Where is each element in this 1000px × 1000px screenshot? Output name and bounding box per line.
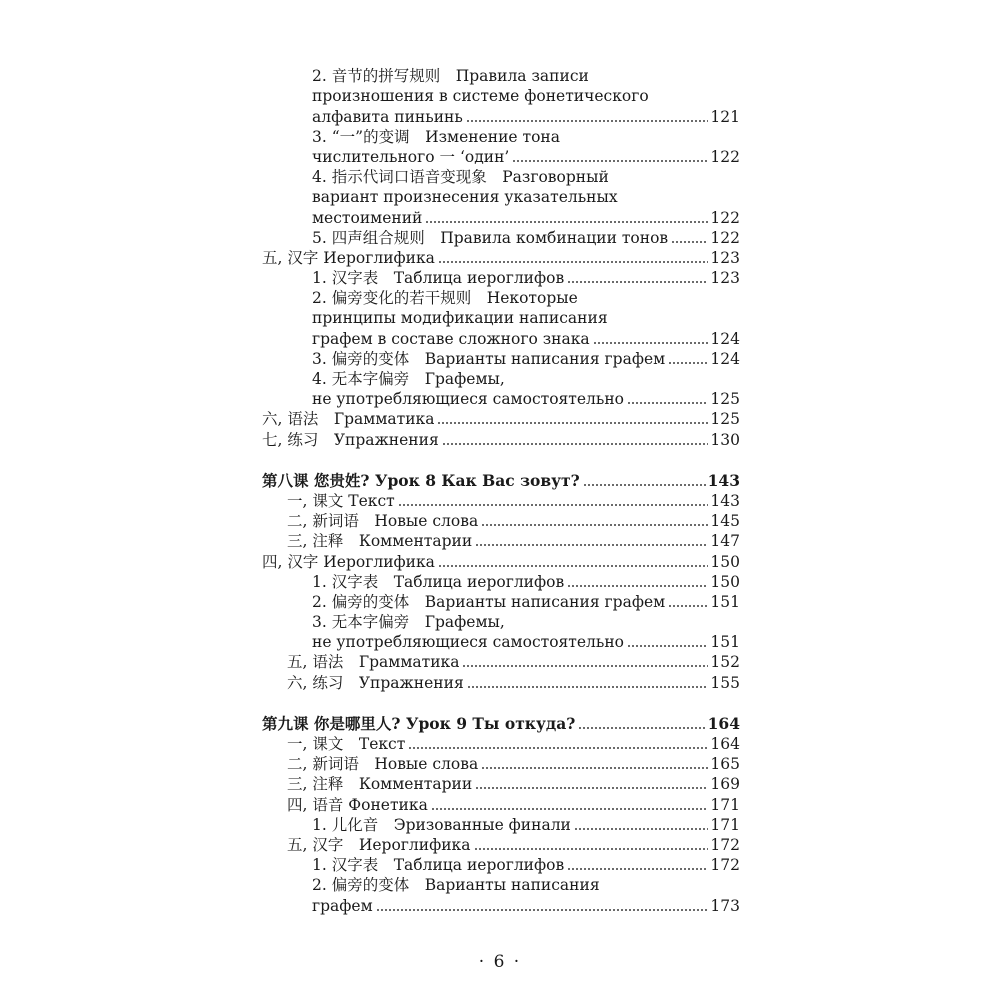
toc-entry [0,511,740,531]
toc-entry [0,389,740,409]
toc-entry [0,409,740,429]
toc-entry [0,652,740,672]
toc-page-number: 125 [710,390,740,409]
toc-entry-continued [0,187,740,207]
toc-entry-title: 2. 偏旁变化的若干规则 Некоторые [312,289,578,308]
toc-entry-title: 3. 偏旁的变体 Варианты написания графем [312,349,666,368]
toc-page-number: 122 [710,228,740,247]
dot-leader [574,828,709,830]
dot-leader [475,787,708,789]
toc-entry-title: 第八课 您贵姓? Урок 8 Как Вас зовут? [262,470,580,490]
toc-entry [0,268,740,288]
dot-leader [474,848,709,850]
toc-entry [0,106,740,126]
dot-leader [578,727,705,729]
toc-page-number: 150 [710,552,740,571]
toc-entry [0,895,740,915]
toc-entry-title: 2. 音节的拼写规则 Правила записи [312,67,589,86]
dot-leader [481,767,708,769]
toc-entry-title: местоимений [312,208,423,227]
toc-page-number: 171 [710,795,740,814]
toc-page-number: 172 [710,856,740,875]
dot-leader [668,605,708,607]
toc-entry-title: 2. 偏旁的变体 Варианты написания [312,876,600,895]
toc-page-number: 145 [710,512,740,531]
dot-leader [438,261,708,263]
toc-entry [0,328,740,348]
dot-leader [398,504,709,506]
dot-leader [376,909,709,911]
toc-entry-title: 3. 无本字偏旁 Графемы, [312,613,505,632]
toc-page-number: 124 [710,349,740,368]
toc-entry-title: 1. 汉字表 Таблица иероглифов [312,572,565,591]
toc-page-number: 173 [710,896,740,915]
toc-entry-title: 三, 注释 Комментарии [287,775,473,794]
toc-entry-title: 二, 新词语 Новые слова [287,512,479,531]
dot-leader [567,281,708,283]
toc-entry-title: 第九课 你是哪里人? Урок 9 Ты откуда? [262,713,576,733]
toc-entry [0,714,740,734]
toc-page-number: 164 [710,735,740,753]
toc-page-number: 151 [710,633,740,652]
toc-entry [0,207,740,227]
toc-entry [0,592,740,612]
toc-entry-title: 七, 练习 Упражнения [262,430,439,449]
toc-entry [0,774,740,794]
toc-page-number: 171 [710,815,740,834]
toc-entry-title: 四, 语音 Фонетика [287,795,428,814]
dot-leader [442,443,709,445]
toc-entry [0,855,740,875]
toc-entry [0,672,740,692]
toc-page-number: 124 [710,329,740,348]
toc-entry-title: не употребляющиеся самостоятельно [312,390,625,409]
dot-leader [567,585,708,587]
dot-leader [583,484,706,486]
toc-entry-continued [0,308,740,328]
dot-leader [627,402,708,404]
toc-entry-title: 2. 偏旁的变体 Варианты написания графем [312,592,666,611]
dot-leader [593,342,709,344]
toc-entry [0,429,740,449]
table-of-contents [0,66,1000,916]
toc-entry-title: числительного 一 ‘один’ [312,147,510,166]
toc-entry-continued [0,612,740,632]
toc-entry [0,349,740,369]
toc-entry-title: 二, 新词语 Новые слова [287,755,479,774]
dot-leader [425,221,708,223]
toc-page-number: 150 [710,572,740,591]
dot-leader [627,645,708,647]
toc-page-number: 147 [710,532,740,551]
dot-leader [431,808,709,810]
toc-entry-continued [0,167,740,187]
toc-entry-title: 六, 语法 Грамматика [262,410,435,429]
toc-page-number: 122 [710,147,740,166]
toc-page-number: 155 [710,673,740,692]
dot-leader [462,665,708,667]
toc-entry-title: 1. 汉字表 Таблица иероглифов [312,856,565,875]
toc-entry [0,531,740,551]
toc-page-number: 165 [710,755,740,774]
toc-entry-title: вариант произнесения указательных [312,188,618,207]
toc-entry-title: графем [312,896,373,915]
toc-entry-title: 1. 汉字表 Таблица иероглифов [312,269,565,288]
dot-leader [567,868,708,870]
toc-entry [0,471,740,491]
toc-entry [0,551,740,571]
toc-entry-title: 4. 指示代词口语音变现象 Разговорный [312,168,609,187]
toc-entry-title: произношения в системе фонетического [312,87,649,106]
toc-entry-title: 一, 课文 Текст [287,735,406,753]
toc-entry-title: 四, 汉字 Иероглифика [262,552,435,571]
toc-entry-title: графем в составе сложного знака [312,329,590,348]
toc-entry [0,491,740,511]
toc-page-number: 151 [710,592,740,611]
toc-page-number: 152 [710,653,740,672]
toc-entry-continued [0,127,740,147]
toc-entry [0,734,740,754]
dot-leader [408,747,708,749]
toc-page-number: 121 [710,107,740,126]
toc-entry-title: 三, 注释 Комментарии [287,532,473,551]
toc-entry-title: алфавита пиньинь [312,107,463,126]
toc-entry [0,835,740,855]
toc-entry-continued [0,369,740,389]
toc-entry-title: 五, 汉字 Иероглифика [287,835,471,854]
dot-leader [438,565,708,567]
toc-page-number: 125 [710,410,740,429]
toc-entry-title: 1. 儿化音 Эризованные финали [312,815,571,834]
toc-entry [0,754,740,774]
toc-page-number: 130 [710,430,740,449]
toc-entry-continued [0,66,740,86]
toc-entry [0,632,740,652]
dot-leader [481,524,708,526]
page-number: · 6 · [478,952,522,972]
toc-entry-title: 一, 课文 Текст [287,491,395,510]
toc-page-number: 143 [710,491,740,510]
toc-page-number: 169 [710,775,740,794]
toc-page-number: 123 [710,248,740,267]
toc-entry-continued [0,875,740,895]
toc-page-number: 143 [707,470,740,490]
toc-entry-title: 五, 汉字 Иероглифика [262,248,435,267]
toc-entry-title: 4. 无本字偏旁 Графемы, [312,370,505,388]
toc-entry-continued [0,288,740,308]
toc-entry [0,228,740,248]
toc-entry-title: 3. “一”的变调 Изменение тона [312,127,561,146]
toc-entry [0,572,740,592]
toc-entry-title: принципы модификации написания [312,309,608,328]
toc-entry-title: 5. 四声组合规则 Правила комбинации тонов [312,228,669,247]
toc-entry-title: 六, 练习 Упражнения [287,673,464,692]
toc-page-number: 164 [707,713,740,733]
toc-entry-continued [0,86,740,106]
toc-page-number: 123 [710,269,740,288]
toc-entry [0,815,740,835]
toc-entry [0,147,740,167]
toc-entry-title: не употребляющиеся самостоятельно [312,633,625,652]
dot-leader [467,686,709,688]
toc-entry-title: 五, 语法 Грамматика [287,653,460,672]
dot-leader [475,544,708,546]
dot-leader [437,422,708,424]
toc-entry [0,248,740,268]
toc-page-number: 172 [710,835,740,854]
toc-page-number: 122 [710,208,740,227]
toc-entry [0,794,740,814]
dot-leader [671,241,708,243]
dot-leader [466,120,709,122]
dot-leader [668,362,708,364]
dot-leader [512,160,708,162]
